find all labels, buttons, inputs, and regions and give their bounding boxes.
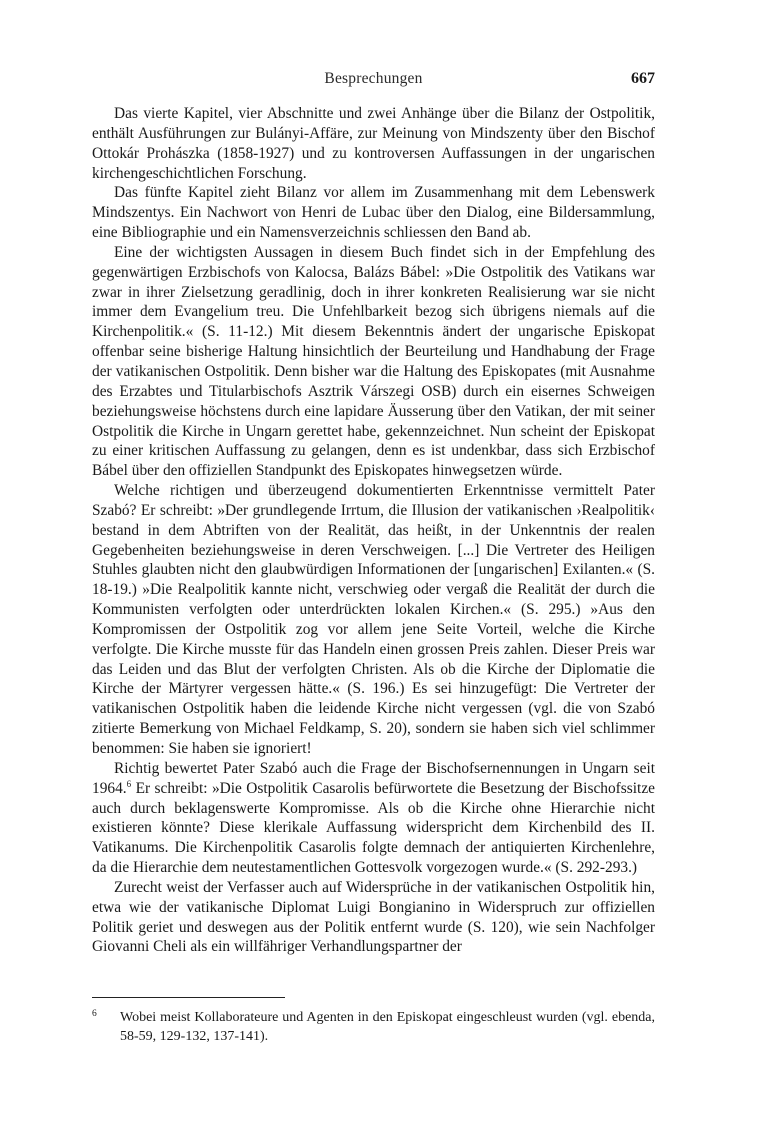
paragraph-archbishop-statement: Eine der wichtigsten Aussagen in diesem Buch findet sich in der Empfehlung des gegenwärtigen Erzbischofs von Kalocsa, Balázs Bábel: »Die Ostpolitik des Vatikans war zwar in ihrer Zielsetzung geradlinig, doch in ihrer konkreten Realisierung war sie nicht immer dem Evangelium treu. Die Unfehlbarkeit bezog sich übrigens niemals auf die Kirchenpolitik.« (S. 11-12.) Mit diesem Bekenntnis ändert der ungarische Episkopat offenbar seine bisherige Haltung hinsichtlich der Beurteilung und Handhabung der Frage der vatikanischen Ostpolitik. Denn bisher war die Haltung des Episkopates (mit Ausnahme des Erzabtes und Titularbischofs Asztrik Várszegi OSB) durch ein eisernes Schweigen beziehungsweise höchstens durch eine lapidare Äusserung über den Vatikan, der mit seiner Ostpolitik die Kirche in Ungarn gerettet habe, gekennzeichnet. Nun scheint der Episkopat zu einer kritischen Auffassung zu gelangen, denn es ist undenkbar, dass sich Erzbischof Bábel über den offiziellen Standpunkt des Episkopates hinwegsetzen würde. bbox=[92, 243, 655, 480]
running-head bbox=[92, 70, 655, 92]
page-number: 667 bbox=[631, 70, 655, 87]
running-title: Besprechungen bbox=[324, 70, 423, 87]
paragraph-chapter-four: Das vierte Kapitel, vier Abschnitte und zwei Anhänge über die Bilanz der Ostpolitik, enthält Ausführungen zur Bulányi-Affäre, zur Meinung von Mindszenty über den Bischof Ottokár Prohászka (1858-1927) und zu kontroversen Auffassungen in der ungarischen kirchengeschichtlichen Forschung. bbox=[92, 105, 655, 182]
body-text bbox=[92, 104, 655, 957]
footnote-number: 6 bbox=[92, 1009, 97, 1019]
paragraph-bishop-appointments bbox=[92, 759, 655, 878]
paragraph-szabo-insights: Welche richtigen und überzeugend dokumentierten Erkenntnisse vermittelt Pater Szabó? Er schreibt: »Der grundlegende Irrtum, die Illusion der vatikanischen ›Realpolitik‹ bestand in dem Abtriften von der Realität, das heißt, in der Unkenntnis der realen Gegebenheiten beziehungsweise in deren Verschweigen. [...] Die Vertreter des Heiligen Stuhles glaubten nicht den glaubwürdigen Informationen der [ungarischen] Exilanten.« (S. 18-19.) »Die Realpolitik kannte nicht, verschwieg oder vergaß die Realität der durch die Kommunisten verfolgten oder unterdrückten lokalen Kirchen.« (S. 295.) »Aus den Kompromissen der Ostpolitik zog vor allem jene Seite Vorteil, welche die Kirche verfolgte. Die Kirche musste für das Handeln einen grossen Preis zahlen. Dieser Preis war das Leiden und das Blut der verfolgten Christen. Als ob die Kirche der Diplomatie die Kirche der Märtyrer vergessen hätte.« (S. 196.) Es sei hinzugefügt: Die Vertreter der vatikanischen Ostpolitik haben die leidende Kirche nicht vergessen (vgl. die von Szabó zitierte Bemerkung von Michael Feldkamp, S. 20), sondern sie haben sich viel schlimmer benommen: Sie haben sie ignoriert! bbox=[92, 482, 655, 757]
paragraph-text-before-note: Richtig bewertet Pater Szabó auch die Frage der Bischofsernennungen in Ungarn seit 1964. bbox=[92, 759, 655, 797]
footnote bbox=[92, 1008, 655, 1046]
paragraph-chapter-five: Das fünfte Kapitel zieht Bilanz vor allem im Zusammenhang mit dem Lebenswerk Mindszentys. Ein Nachwort von Henri de Lubac über den Dialog, eine Bildersammlung, eine Bibliographie und ein Namensverzeichnis schliessen den Band ab. bbox=[92, 184, 655, 242]
book-page bbox=[92, 0, 655, 1131]
footnote-separator bbox=[92, 997, 285, 998]
footnote-text: Wobei meist Kollaborateure und Agenten in den Episkopat eingeschleust wurden (vgl. ebenda, 58-59, 129-132, 137-141). bbox=[120, 1010, 655, 1044]
paragraph-text-after-note: Er schreibt: »Die Ostpolitik Casarolis befürwortete die Besetzung der Bischofssitze auch durch beklagenswerte Kompromisse. Als ob die Kirche ohne Hierarchie nicht existieren könnte? Diese klerikale Auffassung widerspricht dem Kirchenbild des II. Vatikanums. Die Kirchenpolitik Casarolis folgte demnach der antiquierten Kirchenlehre, da die Hierarchie dem neutestamentlichen Gottesvolk vorgezogen wurde.« (S. 292-293.) bbox=[92, 779, 655, 877]
footnote-reference: 6 bbox=[126, 778, 132, 789]
paragraph-contradictions: Zurecht weist der Verfasser auch auf Widersprüche in der vatikanischen Ostpolitik hin, etwa wie der vatikanische Diplomat Luigi Bongianino in Widerspruch zur offiziellen Politik geriet und deswegen aus der Politik entfernt wurde (S. 120), wie sein Nachfolger Giovanni Cheli als ein willfähriger Verhandlungspartner der bbox=[92, 878, 655, 956]
